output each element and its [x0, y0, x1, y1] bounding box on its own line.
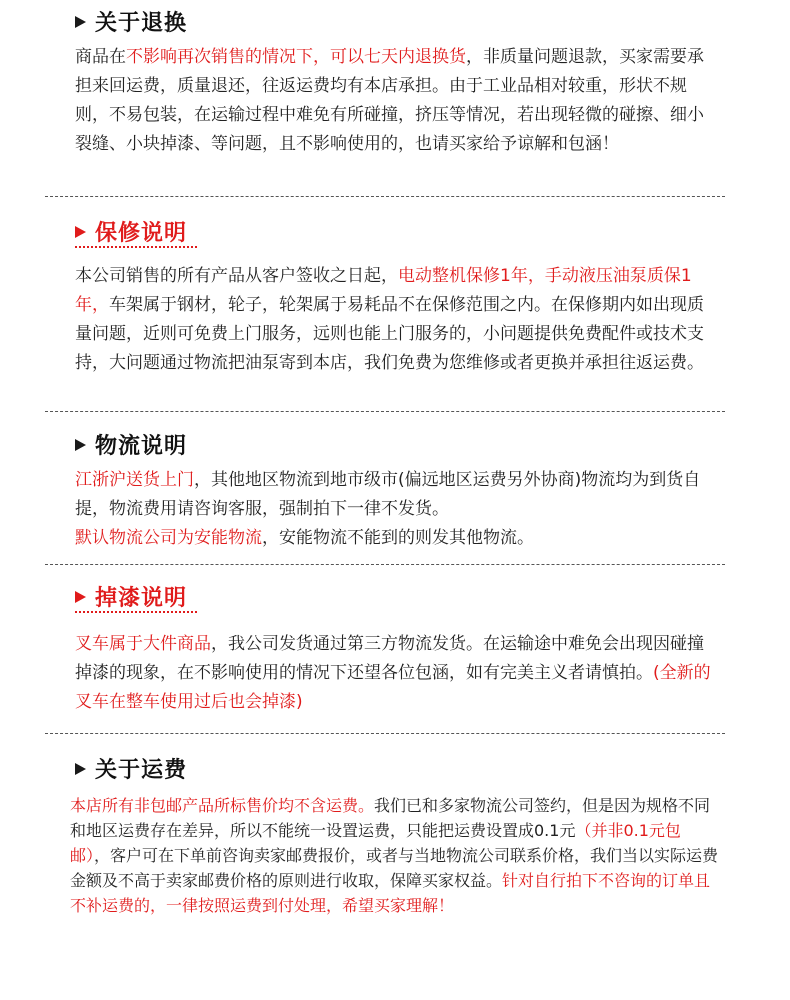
highlight-run: 江浙沪送货上门 — [75, 470, 194, 490]
dotted-underline — [75, 611, 197, 613]
paint-paragraph — [75, 630, 715, 717]
text-run: 车架属于钢材，轮子，轮架属于易耗品不在保修范围之内。在保修期内如出现质量问题，近则可免费上门服务，远则也能上门服务的，小问题提供免费配件或技术支持，大问题通过物流把油泵寄到本店，我们免费为您维修或者更换并承担往返运费。 — [75, 295, 704, 373]
section-title: 物流说明 — [95, 434, 188, 459]
highlight-run: 针对自行拍下不咨询的订单且不补运费的，一律按照运费到付处理，希望买家理解！ — [70, 871, 711, 915]
text-run: ，非质量问题退款，买家需要承担来回运费，质量退还，往返运费均有本店承担。由于工业品相对较重，形状不规则，不易包装，在运输过程中难免有所碰撞，挤压等情况，若出现轻微的碰擦、细小裂缝、小块掉漆、等问题，且不影响使用的，也请买家给予谅解和包涵！ — [75, 47, 704, 154]
highlight-run: 默认物流公司为安能物流 — [75, 528, 262, 548]
text-run: ，我公司发货通过第三方物流发货。在运输途中难免会出现因碰撞掉漆的现象，在不影响使用的情况下还望各位包涵，如有完美主义者请慎拍。 — [75, 634, 704, 683]
section-title: 掉漆说明 — [95, 586, 188, 611]
logistics-paragraph — [75, 466, 715, 553]
highlight-run: （并非0.1元包邮） — [70, 821, 681, 865]
arrow-icon — [75, 763, 86, 775]
section-title: 保修说明 — [95, 221, 188, 246]
arrow-icon — [75, 16, 86, 28]
highlight-run: 电动整机保修1年，手动液压油泵质保1年， — [75, 266, 692, 315]
section-heading — [75, 753, 187, 784]
highlight-run: (全新的叉车在整车使用过后也会掉漆) — [75, 663, 711, 712]
text-run: ，客户可在下单前咨询卖家邮费报价，或者与当地物流公司联系价格，我们当以实际运费金额及不高于卖家邮费价格的原则进行收取，保障买家权益。 — [70, 846, 719, 890]
section-title: 关于退换 — [95, 11, 188, 36]
text-run: 我们已和多家物流公司签约，但是因为规格不同和地区运费存在差异，所以不能统一设置运费，只能把运费设置成0.1元 — [70, 796, 711, 840]
highlight-run: 不影响再次销售的情况下，可以七天内退换货 — [126, 47, 466, 67]
section-heading — [75, 581, 187, 612]
warranty-paragraph — [75, 262, 715, 378]
shipping-fee-paragraph — [70, 793, 720, 918]
text-run: 本公司销售的所有产品从客户签收之日起， — [75, 266, 398, 286]
returns-paragraph — [75, 43, 715, 159]
section-divider — [45, 733, 725, 734]
text-run: ，安能物流不能到的则发其他物流。 — [262, 528, 534, 548]
section-divider — [45, 564, 725, 565]
arrow-icon — [75, 591, 86, 603]
logistics-line — [75, 524, 715, 553]
text-run: 商品在 — [75, 47, 126, 67]
logistics-line — [75, 466, 715, 524]
dotted-underline — [75, 246, 197, 248]
arrow-icon — [75, 439, 86, 451]
text-run: ，其他地区物流到地市级市(偏远地区运费另外协商)物流均为到货自提，物流费用请咨询客服，强制拍下一律不发货。 — [75, 470, 701, 519]
section-heading — [75, 429, 187, 460]
section-heading — [75, 216, 187, 247]
section-divider — [45, 196, 725, 197]
section-divider — [45, 411, 725, 412]
highlight-run: 本店所有非包邮产品所标售价均不含运费。 — [70, 796, 375, 815]
highlight-run: 叉车属于大件商品 — [75, 634, 211, 654]
section-title: 关于运费 — [95, 758, 188, 783]
arrow-icon — [75, 226, 86, 238]
section-heading — [75, 6, 187, 37]
